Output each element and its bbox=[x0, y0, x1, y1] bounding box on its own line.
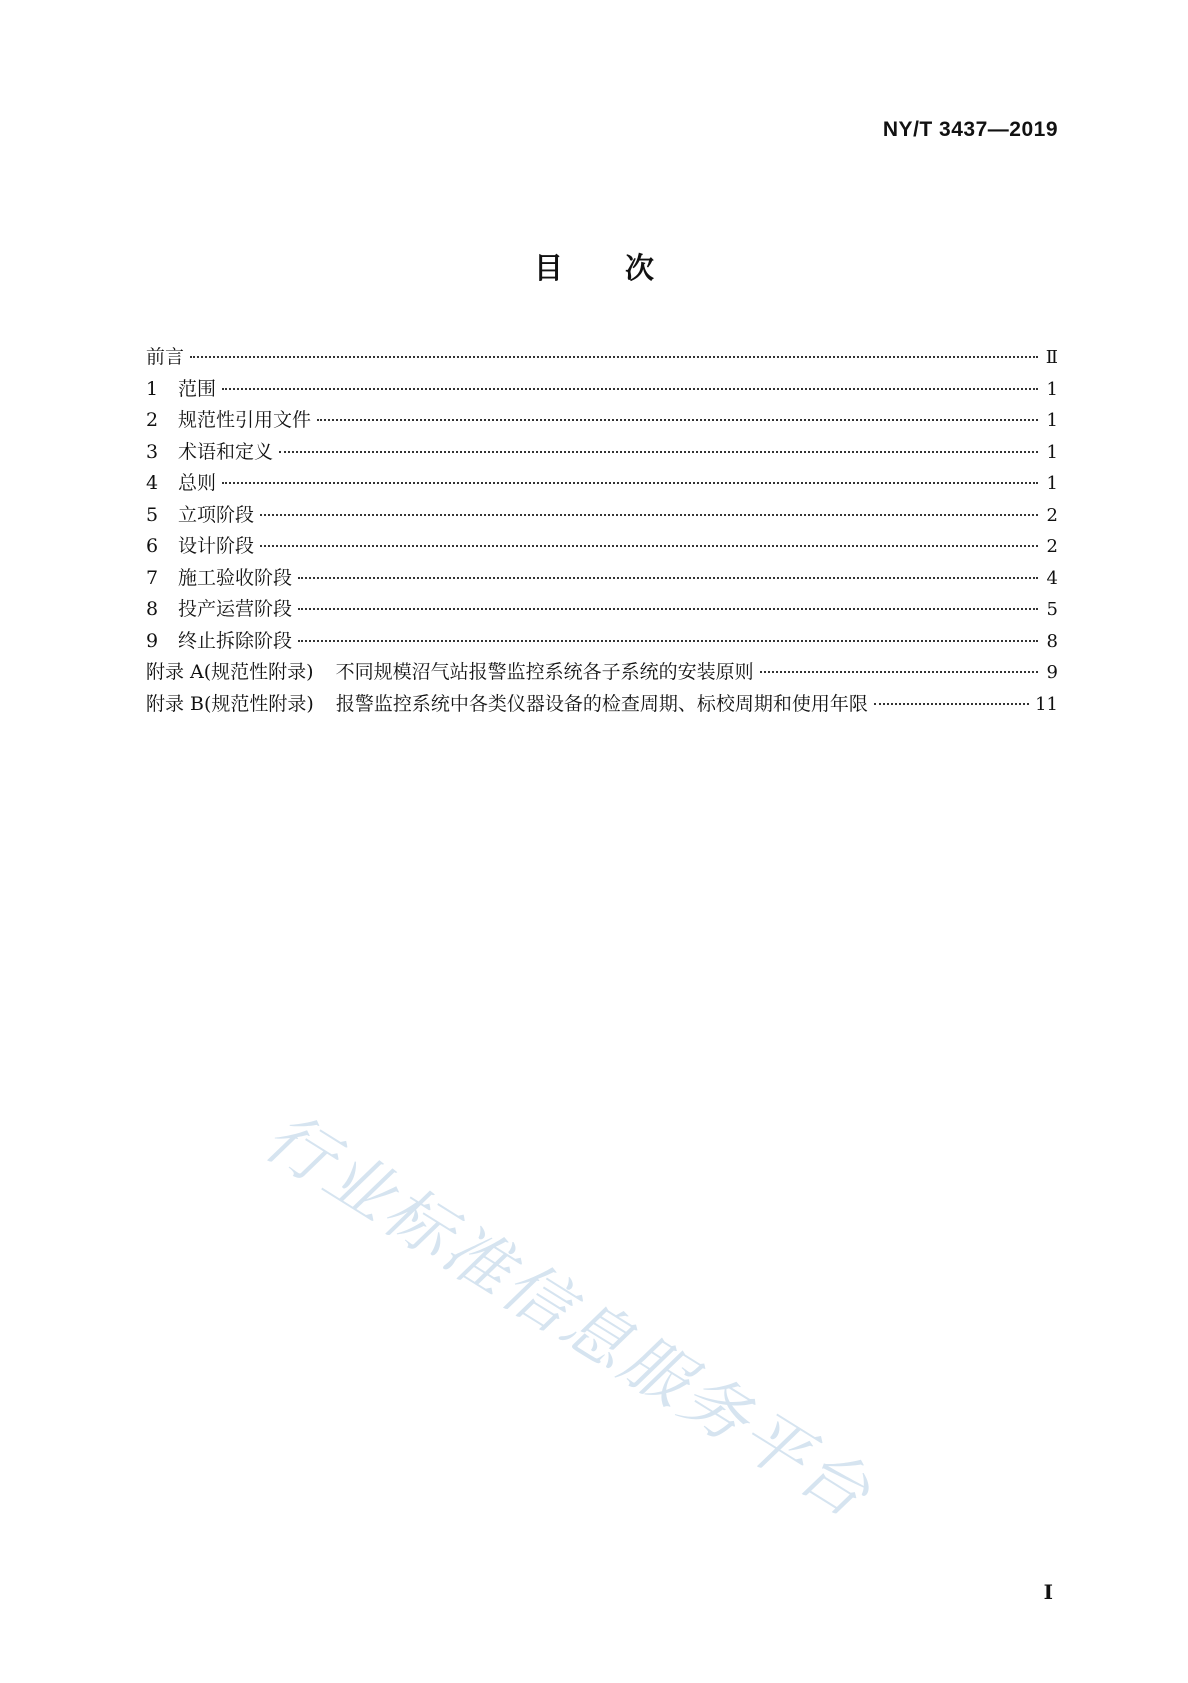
toc-entry-page: Ⅱ bbox=[1045, 347, 1058, 368]
toc-entry-number: 8 bbox=[146, 598, 159, 620]
page-title: 目次 bbox=[533, 251, 716, 285]
dot-leader bbox=[760, 671, 1038, 673]
toc-entry-page: 1 bbox=[1046, 441, 1058, 463]
dot-leader bbox=[260, 514, 1038, 516]
dot-leader bbox=[279, 451, 1038, 453]
toc-entry-label: 报警监控系统中各类仪器设备的检查周期、标校周期和使用年限 bbox=[335, 692, 868, 715]
toc-entry-appendix-b[interactable] bbox=[146, 689, 1058, 721]
toc-entry-number: 5 bbox=[146, 503, 159, 526]
toc-entry-label: 术语和定义 bbox=[178, 440, 274, 463]
toc-entry-number: 3 bbox=[146, 440, 159, 463]
toc-entry-terms-definitions[interactable] bbox=[146, 437, 1058, 469]
toc-entry-number: 1 bbox=[146, 377, 159, 400]
toc-entry-project-initiation[interactable] bbox=[146, 500, 1058, 532]
dot-leader bbox=[260, 545, 1038, 547]
toc-entry-page: 11 bbox=[1035, 693, 1058, 715]
toc-entry-label: 前言 bbox=[146, 346, 185, 368]
dot-leader bbox=[190, 356, 1038, 358]
dot-leader bbox=[874, 703, 1029, 705]
toc-entry-label: 规范性引用文件 bbox=[178, 409, 312, 431]
toc-entry-label: 范围 bbox=[178, 377, 217, 400]
dot-leader bbox=[298, 577, 1038, 579]
toc-entry-number: 4 bbox=[146, 472, 159, 494]
toc-entry-page: 1 bbox=[1046, 378, 1058, 400]
toc-entry-page: 8 bbox=[1046, 630, 1058, 652]
toc-entry-page: 1 bbox=[1046, 410, 1058, 431]
toc-entry-page: 4 bbox=[1046, 567, 1058, 589]
toc-entry-decommissioning[interactable] bbox=[146, 626, 1058, 658]
toc-entry-number: 6 bbox=[146, 535, 159, 557]
appendix-prefix: 附录 B(规范性附录) bbox=[146, 692, 314, 715]
dot-leader bbox=[298, 608, 1038, 610]
page-number: I bbox=[1043, 1580, 1053, 1604]
toc-entry-scope[interactable] bbox=[146, 374, 1058, 406]
toc-entry-construction-acceptance[interactable] bbox=[146, 563, 1058, 595]
dot-leader bbox=[222, 388, 1038, 390]
toc-entry-page: 2 bbox=[1046, 504, 1058, 526]
toc-entry-label: 设计阶段 bbox=[178, 535, 255, 557]
table-of-contents bbox=[146, 342, 1058, 720]
toc-entry-operation[interactable] bbox=[146, 594, 1058, 626]
dot-leader bbox=[298, 640, 1038, 642]
standard-code: NY/T 3437—2019 bbox=[882, 118, 1058, 141]
toc-entry-foreword[interactable] bbox=[146, 342, 1058, 374]
toc-entry-label: 施工验收阶段 bbox=[178, 566, 293, 589]
watermark: 行业标准信息服务平台 bbox=[251, 1097, 886, 1534]
toc-entry-page: 5 bbox=[1046, 599, 1058, 620]
toc-entry-number: 2 bbox=[146, 409, 159, 431]
dot-leader bbox=[222, 482, 1038, 484]
toc-entry-design[interactable] bbox=[146, 531, 1058, 563]
toc-entry-label: 不同规模沼气站报警监控系统各子系统的安装原则 bbox=[335, 661, 754, 683]
toc-entry-label: 总则 bbox=[178, 472, 217, 494]
toc-entry-general[interactable] bbox=[146, 468, 1058, 500]
toc-entry-number: 9 bbox=[146, 629, 159, 652]
dot-leader bbox=[317, 419, 1038, 421]
appendix-prefix: 附录 A(规范性附录) bbox=[146, 661, 314, 683]
toc-entry-page: 9 bbox=[1046, 662, 1058, 683]
toc-entry-appendix-a[interactable] bbox=[146, 657, 1058, 689]
toc-entry-label: 终止拆除阶段 bbox=[178, 629, 293, 652]
toc-entry-page: 1 bbox=[1046, 473, 1058, 494]
toc-entry-label: 投产运营阶段 bbox=[178, 598, 293, 620]
toc-entry-normative-references[interactable] bbox=[146, 405, 1058, 437]
toc-entry-number: 7 bbox=[146, 566, 159, 589]
toc-entry-page: 2 bbox=[1046, 536, 1058, 557]
toc-entry-label: 立项阶段 bbox=[178, 503, 255, 526]
